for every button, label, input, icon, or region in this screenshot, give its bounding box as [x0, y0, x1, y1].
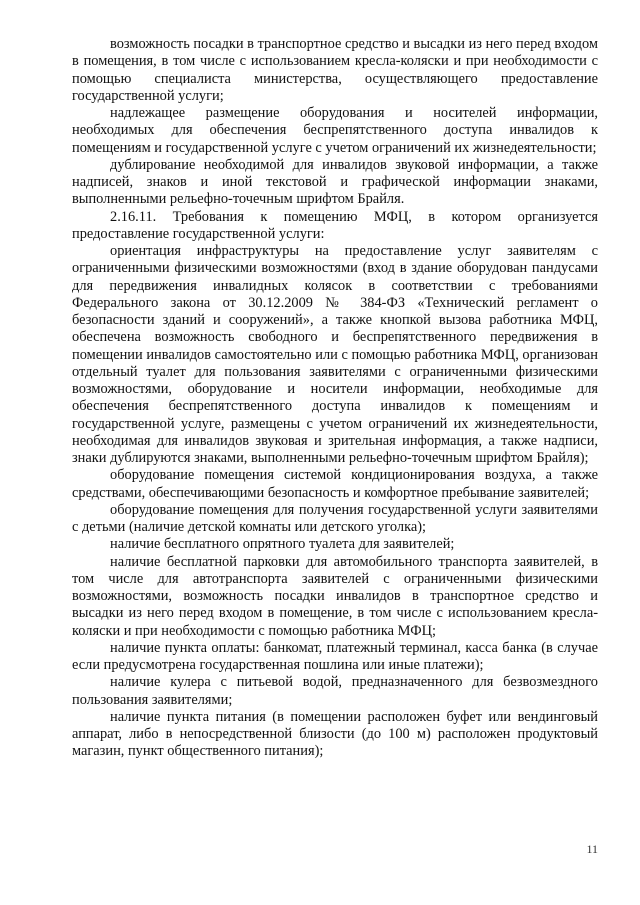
paragraph-2: надлежащее размещение оборудования и носителей информации, необходимых для обеспечения беспрепятственного доступа инвалидов к помещениям и государственной услуге с учетом ограничений их жизнедеятельности; [72, 105, 598, 156]
paragraph-9: наличие бесплатной парковки для автомобильного транспорта заявителей, в том числе для автотранспорта заявителей с ограниченными физическими возможностями, возможность посадки инвалидов в транспортное средство и высадки из него перед входом в помещение, в том числе с использованием кресла-коляски и при необходимости с помощью работника МФЦ; [72, 553, 598, 639]
paragraph-3: дублирование необходимой для инвалидов звуковой информации, а также надписей, знаков и иной текстовой и графической информации знаками, выполненными рельефно-точечным шрифтом Брайля. [72, 156, 598, 208]
paragraph-12: наличие пункта питания (в помещении расположен буфет или вендинговый аппарат, либо в непосредственной близости (до 100 м) расположен продуктовый магазин, пункт общественного питания); [72, 708, 598, 760]
paragraph-11: наличие кулера с питьевой водой, предназначенного для безвозмездного пользования заявителями; [72, 674, 598, 708]
paragraph-5: ориентация инфраструктуры на предоставление услуг заявителям с ограниченными физическими возможностями (вход в здание оборудован пандусами для передвижения инвалидных колясок в соответствии с требованиями Федерального закона от 30.12.2009 № 384-ФЗ «Технический регламент о безопасности зданий и сооружений», а также кнопкой вызова работника МФЦ, обеспечена возможность свободного и беспрепятственного передвижения в помещении инвалидов самостоятельно или с помощью работника МФЦ, организован отдельный туалет для пользования заявителями с ограниченными физическими возможностями, оборудование и носители информации, необходимые для обеспечения беспрепятственного доступа инвалидов к помещениям и государственной услуге, размещены с учетом ограничений их жизнедеятельности, необходимая для инвалидов звуковая и зрительная информация, а также надписи, знаки дублируются знаками, выполненными рельефно-точечным шрифтом Брайля); [72, 243, 598, 466]
paragraph-10: наличие пункта оплаты: банкомат, платежный терминал, касса банка (в случае если предусмотрена государственная пошлина или иные платежи); [72, 639, 598, 673]
page-number: 11 [586, 842, 598, 856]
paragraph-7: оборудование помещения для получения государственной услуги заявителями с детьми (наличие детской комнаты или детского уголка); [72, 501, 598, 535]
document-body [72, 36, 598, 761]
paragraph-6: оборудование помещения системой кондиционирования воздуха, а также средствами, обеспечивающими безопасность и комфортное пребывание заявителей; [72, 467, 598, 501]
paragraph-8: наличие бесплатного опрятного туалета для заявителей; [110, 536, 455, 553]
paragraph-4: 2.16.11. Требования к помещению МФЦ, в котором организуется предоставление государственной услуги: [72, 208, 598, 242]
paragraph-1: возможность посадки в транспортное средство и высадки из него перед входом в помещения, в том числе с использованием кресла-коляски и при необходимости с помощью специалиста министерства, осуществляющего предоставление государственной услуги; [72, 36, 598, 104]
